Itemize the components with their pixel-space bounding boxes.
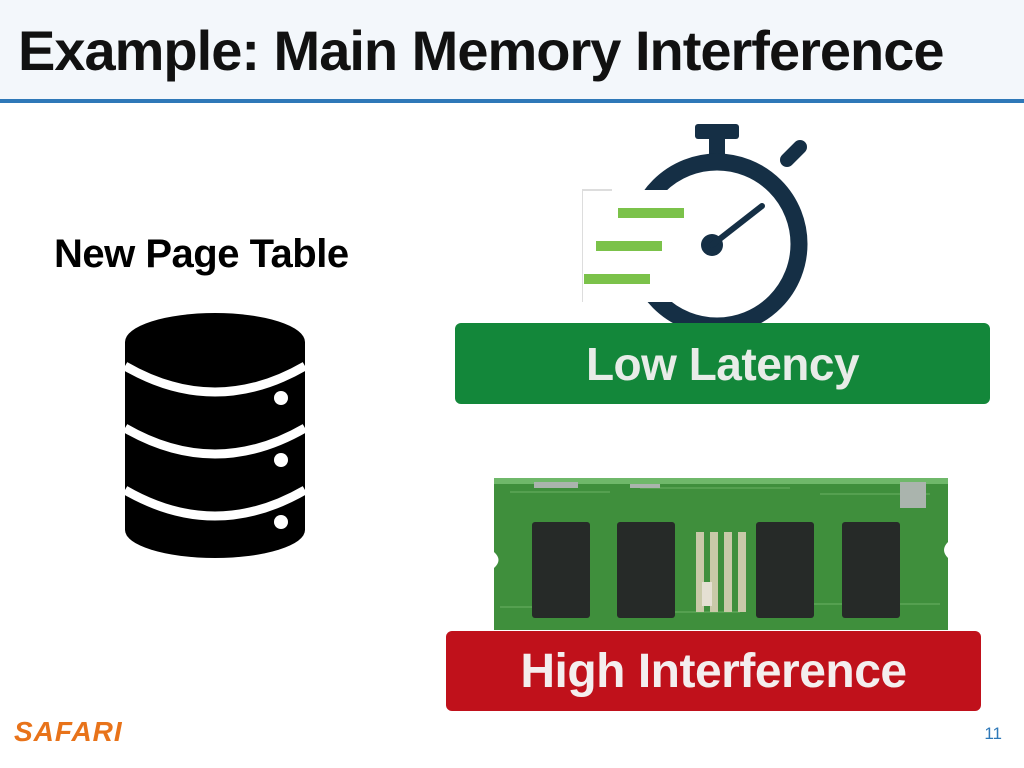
- slide-title: Example: Main Memory Interference: [18, 19, 944, 82]
- high-interference-banner: High Interference: [446, 631, 981, 711]
- page-number: 11: [984, 724, 1002, 743]
- new-page-table-label: New Page Table: [54, 232, 349, 276]
- stopwatch-icon: [582, 120, 822, 330]
- database-icon: [122, 312, 308, 560]
- ram-module-image: [490, 472, 955, 632]
- low-latency-banner: Low Latency: [455, 323, 990, 404]
- title-divider: [0, 99, 1024, 103]
- safari-logo: SAFARI: [14, 716, 123, 747]
